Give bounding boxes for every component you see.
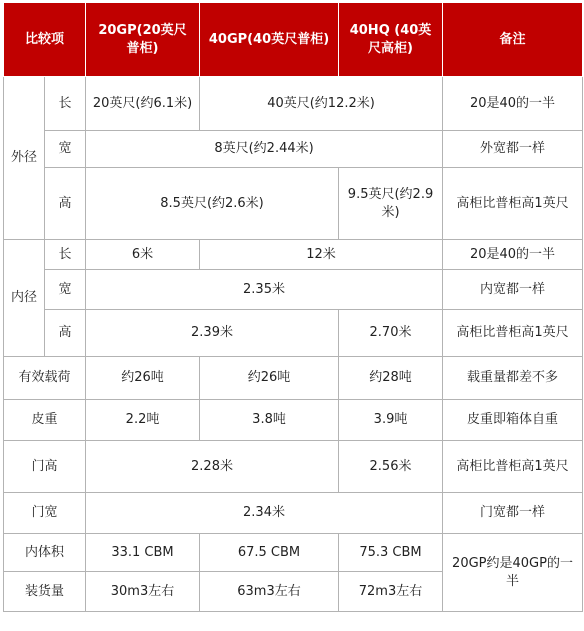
volume-20gp: 33.1 CBM bbox=[86, 534, 200, 572]
inner-height-note: 高柜比普柜高1英尺 bbox=[443, 310, 583, 357]
door-width-all: 2.34米 bbox=[86, 493, 443, 534]
tare-note: 皮重即箱体自重 bbox=[443, 400, 583, 441]
header-40gp: 40GP(40英尺普柜) bbox=[200, 3, 339, 77]
header-note: 备注 bbox=[443, 3, 583, 77]
outer-length-20gp: 20英尺(约6.1米) bbox=[86, 77, 200, 131]
payload-20gp: 约26吨 bbox=[86, 357, 200, 400]
header-20gp: 20GP(20英尺普柜) bbox=[86, 3, 200, 77]
load-label: 装货量 bbox=[4, 572, 86, 612]
tare-40hq: 3.9吨 bbox=[339, 400, 443, 441]
inner-height-gp: 2.39米 bbox=[86, 310, 339, 357]
load-20gp: 30m3左右 bbox=[86, 572, 200, 612]
table-row bbox=[4, 310, 583, 357]
outer-length-note: 20是40的一半 bbox=[443, 77, 583, 131]
table-row bbox=[4, 240, 583, 270]
outer-width-all: 8英尺(约2.44米) bbox=[86, 131, 443, 168]
tare-label: 皮重 bbox=[4, 400, 86, 441]
payload-note: 载重量都差不多 bbox=[443, 357, 583, 400]
section-outer-label: 外径 bbox=[4, 77, 45, 240]
inner-length-20gp: 6米 bbox=[86, 240, 200, 270]
inner-length-40: 12米 bbox=[200, 240, 443, 270]
outer-width-label: 宽 bbox=[45, 131, 86, 168]
payload-40hq: 约28吨 bbox=[339, 357, 443, 400]
header-40hq: 40HQ (40英尺高柜) bbox=[339, 3, 443, 77]
tare-20gp: 2.2吨 bbox=[86, 400, 200, 441]
volume-40gp: 67.5 CBM bbox=[200, 534, 339, 572]
tare-40gp: 3.8吨 bbox=[200, 400, 339, 441]
door-height-gp: 2.28米 bbox=[86, 441, 339, 493]
volume-note: 20GP约是40GP的一半 bbox=[443, 534, 583, 612]
inner-width-label: 宽 bbox=[45, 270, 86, 310]
payload-40gp: 约26吨 bbox=[200, 357, 339, 400]
load-40gp: 63m3左右 bbox=[200, 572, 339, 612]
table-row bbox=[4, 270, 583, 310]
payload-label: 有效载荷 bbox=[4, 357, 86, 400]
door-width-note: 门宽都一样 bbox=[443, 493, 583, 534]
header-row bbox=[4, 3, 583, 77]
table-row bbox=[4, 168, 583, 240]
outer-width-note: 外宽都一样 bbox=[443, 131, 583, 168]
volume-label: 内体积 bbox=[4, 534, 86, 572]
table-row bbox=[4, 493, 583, 534]
door-height-hq: 2.56米 bbox=[339, 441, 443, 493]
inner-length-note: 20是40的一半 bbox=[443, 240, 583, 270]
table-row bbox=[4, 400, 583, 441]
inner-width-all: 2.35米 bbox=[86, 270, 443, 310]
outer-length-40: 40英尺(约12.2米) bbox=[200, 77, 443, 131]
inner-height-label: 高 bbox=[45, 310, 86, 357]
container-spec-table bbox=[3, 2, 583, 612]
inner-height-hq: 2.70米 bbox=[339, 310, 443, 357]
door-width-label: 门宽 bbox=[4, 493, 86, 534]
table-row bbox=[4, 131, 583, 168]
door-height-note: 高柜比普柜高1英尺 bbox=[443, 441, 583, 493]
outer-height-label: 高 bbox=[45, 168, 86, 240]
outer-height-note: 高柜比普柜高1英尺 bbox=[443, 168, 583, 240]
outer-length-label: 长 bbox=[45, 77, 86, 131]
header-compare: 比较项 bbox=[4, 3, 86, 77]
outer-height-hq: 9.5英尺(约2.9米) bbox=[339, 168, 443, 240]
door-height-label: 门高 bbox=[4, 441, 86, 493]
table-row bbox=[4, 357, 583, 400]
load-40hq: 72m3左右 bbox=[339, 572, 443, 612]
inner-width-note: 内宽都一样 bbox=[443, 270, 583, 310]
volume-40hq: 75.3 CBM bbox=[339, 534, 443, 572]
outer-height-gp: 8.5英尺(约2.6米) bbox=[86, 168, 339, 240]
table-row bbox=[4, 77, 583, 131]
table-row bbox=[4, 441, 583, 493]
table-row bbox=[4, 534, 583, 572]
inner-length-label: 长 bbox=[45, 240, 86, 270]
section-inner-label: 内径 bbox=[4, 240, 45, 357]
